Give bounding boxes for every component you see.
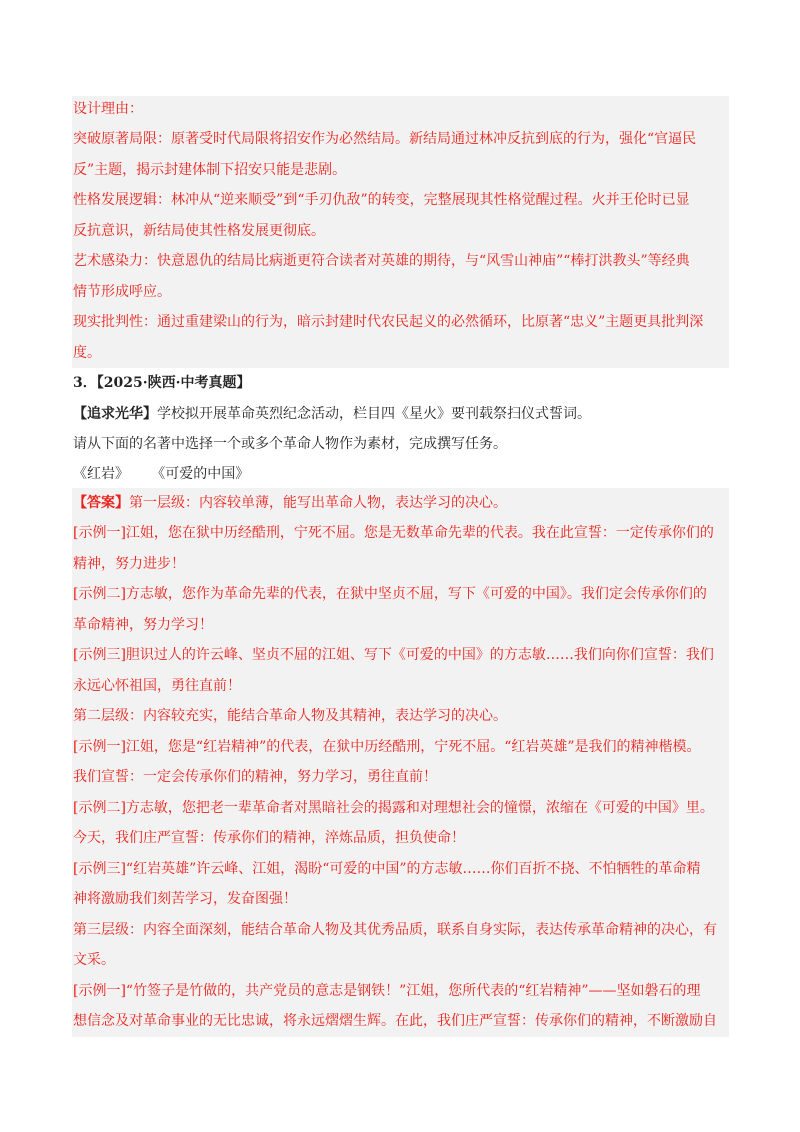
answer-line: [示例二]方志敏，您把老一辈革命者对黑暗社会的揭露和对理想社会的憧憬，浓缩在《可爱的中国》里。	[73, 800, 714, 816]
design-reason-line: 艺术感染力：快意恩仇的结局比病逝更符合读者对英雄的期待，与“风雪山神庙”“棒打洪教头”等经典	[73, 253, 690, 269]
answer-line: 今天，我们庄严宣誓：传承你们的精神，淬炼品质，担负使命！	[73, 830, 465, 846]
question-books: 《红岩》 《可爱的中国》	[73, 466, 250, 482]
answer-line: [示例一]江姐，您在狱中历经酷刑，宁死不屈。您是无数革命先辈的代表。我在此宣誓：一定传承你们的	[73, 525, 714, 541]
question-source: 【2025·陕西·中考真题】	[96, 375, 251, 391]
answer-line: [示例一]江姐，您是“红岩精神”的代表，在狱中历经酷刑，宁死不屈。“红岩英雄”是我们的精神楷模。	[73, 739, 701, 755]
design-reason-line: 反”主题，揭示封建体制下招安只能是悲剧。	[73, 162, 347, 178]
answer-line: 革命精神，努力学习！	[73, 617, 213, 633]
design-reason-line: 度。	[73, 345, 101, 361]
question-prompt-tag: 【追求光华】	[73, 406, 157, 422]
question-prompt-2: 请从下面的名著中选择一个或多个革命人物作为素材，完成撰写任务。	[73, 436, 507, 452]
answer-line: [示例一]“竹签子是竹做的，共产党员的意志是钢铁！”江姐，您所代表的“红岩精神”——坚如磐石的理	[73, 983, 701, 999]
design-reason-line: 反抗意识，新结局使其性格发展更彻底。	[73, 223, 325, 239]
design-reason-line: 性格发展逻辑：林冲从“逆来顺受”到“手刃仇敌”的转变，完整展现其性格觉醒过程。火并王伦时已显	[73, 192, 690, 208]
answer-line: 文采。	[73, 952, 115, 968]
question-prompt-text: 学校拟开展革命英烈纪念活动，栏目四《星火》要刊载祭扫仪式誓词。	[157, 406, 591, 422]
answer-line: [示例三]胆识过人的许云峰、坚贞不屈的江姐、写下《可爱的中国》的方志敏……我们向你们宣誓：我们	[73, 647, 714, 663]
answer-line: 第二层级：内容较充实，能结合革命人物及其精神，表达学习的决心。	[73, 708, 507, 724]
answer-line: 我们宣誓：一定会传承你们的精神，努力学习，勇往直前！	[73, 769, 437, 785]
answer-line: 神将激励我们刻苦学习，发奋图强！	[73, 891, 297, 907]
answer-line: 永远心怀祖国，勇往直前！	[73, 678, 241, 694]
answer-first-level	[73, 493, 507, 513]
question-number: 3．	[73, 375, 97, 391]
design-reason-line: 突破原著局限：原著受时代局限将招安作为必然结局。新结局通过林冲反抗到底的行为，强化“官逼民	[73, 131, 697, 147]
answer-line: 想信念及对革命事业的无比忠诚，将永远熠熠生辉。在此，我们庄严宣誓：传承你们的精神，不断激励自	[73, 1013, 717, 1029]
design-reason-line: 情节形成呼应。	[73, 284, 171, 300]
design-reason-heading: 设计理由：	[73, 101, 143, 117]
design-reason-line: 现实批判性：通过重建梁山的行为，暗示封建时代农民起义的必然循环，比原著“忠义”主题更具批判深	[73, 314, 704, 330]
question-header	[73, 373, 250, 393]
answer-tag: 【答案】	[73, 495, 129, 511]
answer-first-level-text: 第一层级：内容较单薄，能写出革命人物，表达学习的决心。	[129, 495, 507, 511]
answer-line: 第三层级：内容全面深刻，能结合革命人物及其优秀品质，联系自身实际，表达传承革命精神的决心，有	[73, 922, 717, 938]
question-prompt-1	[73, 404, 591, 424]
answer-line: 精神，努力进步！	[73, 556, 185, 572]
answer-line: [示例二]方志敏，您作为革命先辈的代表，在狱中坚贞不屈，写下《可爱的中国》。我们定会传承你们的	[73, 586, 707, 602]
answer-line: [示例三]“红岩英雄”许云峰、江姐，渴盼“可爱的中国”的方志敏……你们百折不挠、不怕牺牲的革命精	[73, 861, 701, 877]
